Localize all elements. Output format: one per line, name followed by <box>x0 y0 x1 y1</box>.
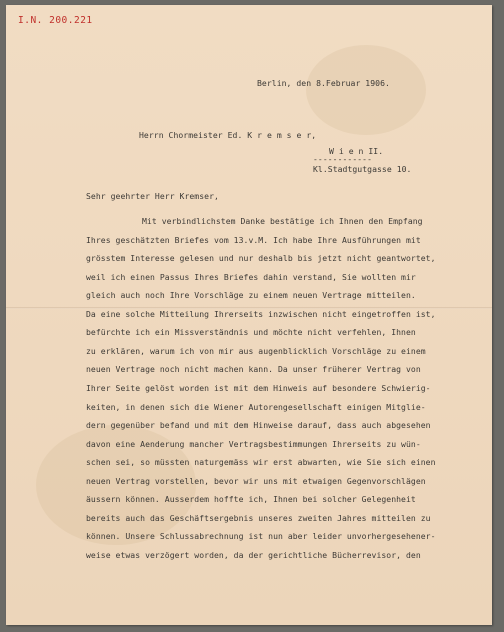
body-line: neuen Vertrag vorstellen, bevor wir uns mit etwaigen Gegenvorschlägen <box>86 475 426 486</box>
body-line: schen sei, so müssten naturgemäss wir erst abwarten, wie Sie sich einen <box>86 457 436 468</box>
archive-stamp: I.N. 200.221 <box>18 15 93 26</box>
body-line: dern gegenüber befand und mit dem Hinweise darauf, dass auch abgesehen <box>86 420 431 431</box>
body-line: Da eine solche Mitteilung Ihrerseits inzwischen nicht eingetroffen ist, <box>86 308 436 319</box>
address-rule: ------------ <box>313 155 372 164</box>
body-line: weil ich einen Passus Ihres Briefes dahin verstand, Sie wollten mir <box>86 271 416 282</box>
recipient-name: Herrn Chormeister Ed. K r e m s e r, <box>139 130 317 140</box>
letter-page <box>6 5 492 625</box>
body-line: befürchte ich ein Missverständnis und möchte nicht verfehlen, Ihnen <box>86 327 416 338</box>
body-line: keiten, in denen sich die Wiener Autorengesellschaft einigen Mitglie- <box>86 401 426 412</box>
body-line: Ihrer Seite gelöst worden ist mit dem Hinweis auf besondere Schwierig- <box>86 382 431 393</box>
salutation: Sehr geehrter Herr Kremser, <box>86 191 219 201</box>
body-line: können. Unsere Schlussabrechnung ist nun aber leider unvorhergesehener- <box>86 531 436 542</box>
recipient-street: Kl.Stadtgutgasse 10. <box>313 164 412 174</box>
body-line: weise etwas verzögert worden, da der gerichtliche Bücherrevisor, den <box>86 549 421 560</box>
body-line: neuen Vertrage noch nicht machen kann. Da unser früherer Vertrag von <box>86 364 421 375</box>
recipient-city: W i e n II. <box>329 146 384 156</box>
date-line: Berlin, den 8.Februar 1906. <box>257 78 390 88</box>
body-line: zu erklären, warum ich von mir aus augenblicklich Vorschläge zu einem <box>86 345 426 356</box>
body-line: äussern können. Ausserdem hoffte ich, Ihnen bei solcher Gelegenheit <box>86 494 416 505</box>
body-line: davon eine Aenderung mancher Vertragsbestimmungen Ihrerseits zu wün- <box>86 438 421 449</box>
body-line: Mit verbindlichstem Danke bestätige ich Ihnen den Empfang <box>142 216 423 226</box>
body-line: grösstem Interesse gelesen und nur deshalb bis jetzt nicht geantwortet, <box>86 253 436 264</box>
paper-stain <box>306 45 426 135</box>
body-line: bereits auch das Geschäftsergebnis unseres zweiten Jahres mitteilen zu <box>86 512 431 523</box>
body-line: Ihres geschätzten Briefes vom 13.v.M. Ich habe Ihre Ausführungen mit <box>86 234 421 245</box>
body-line: gleich auch noch Ihre Vorschläge zu einem neuen Vertrage mitteilen. <box>86 290 416 301</box>
